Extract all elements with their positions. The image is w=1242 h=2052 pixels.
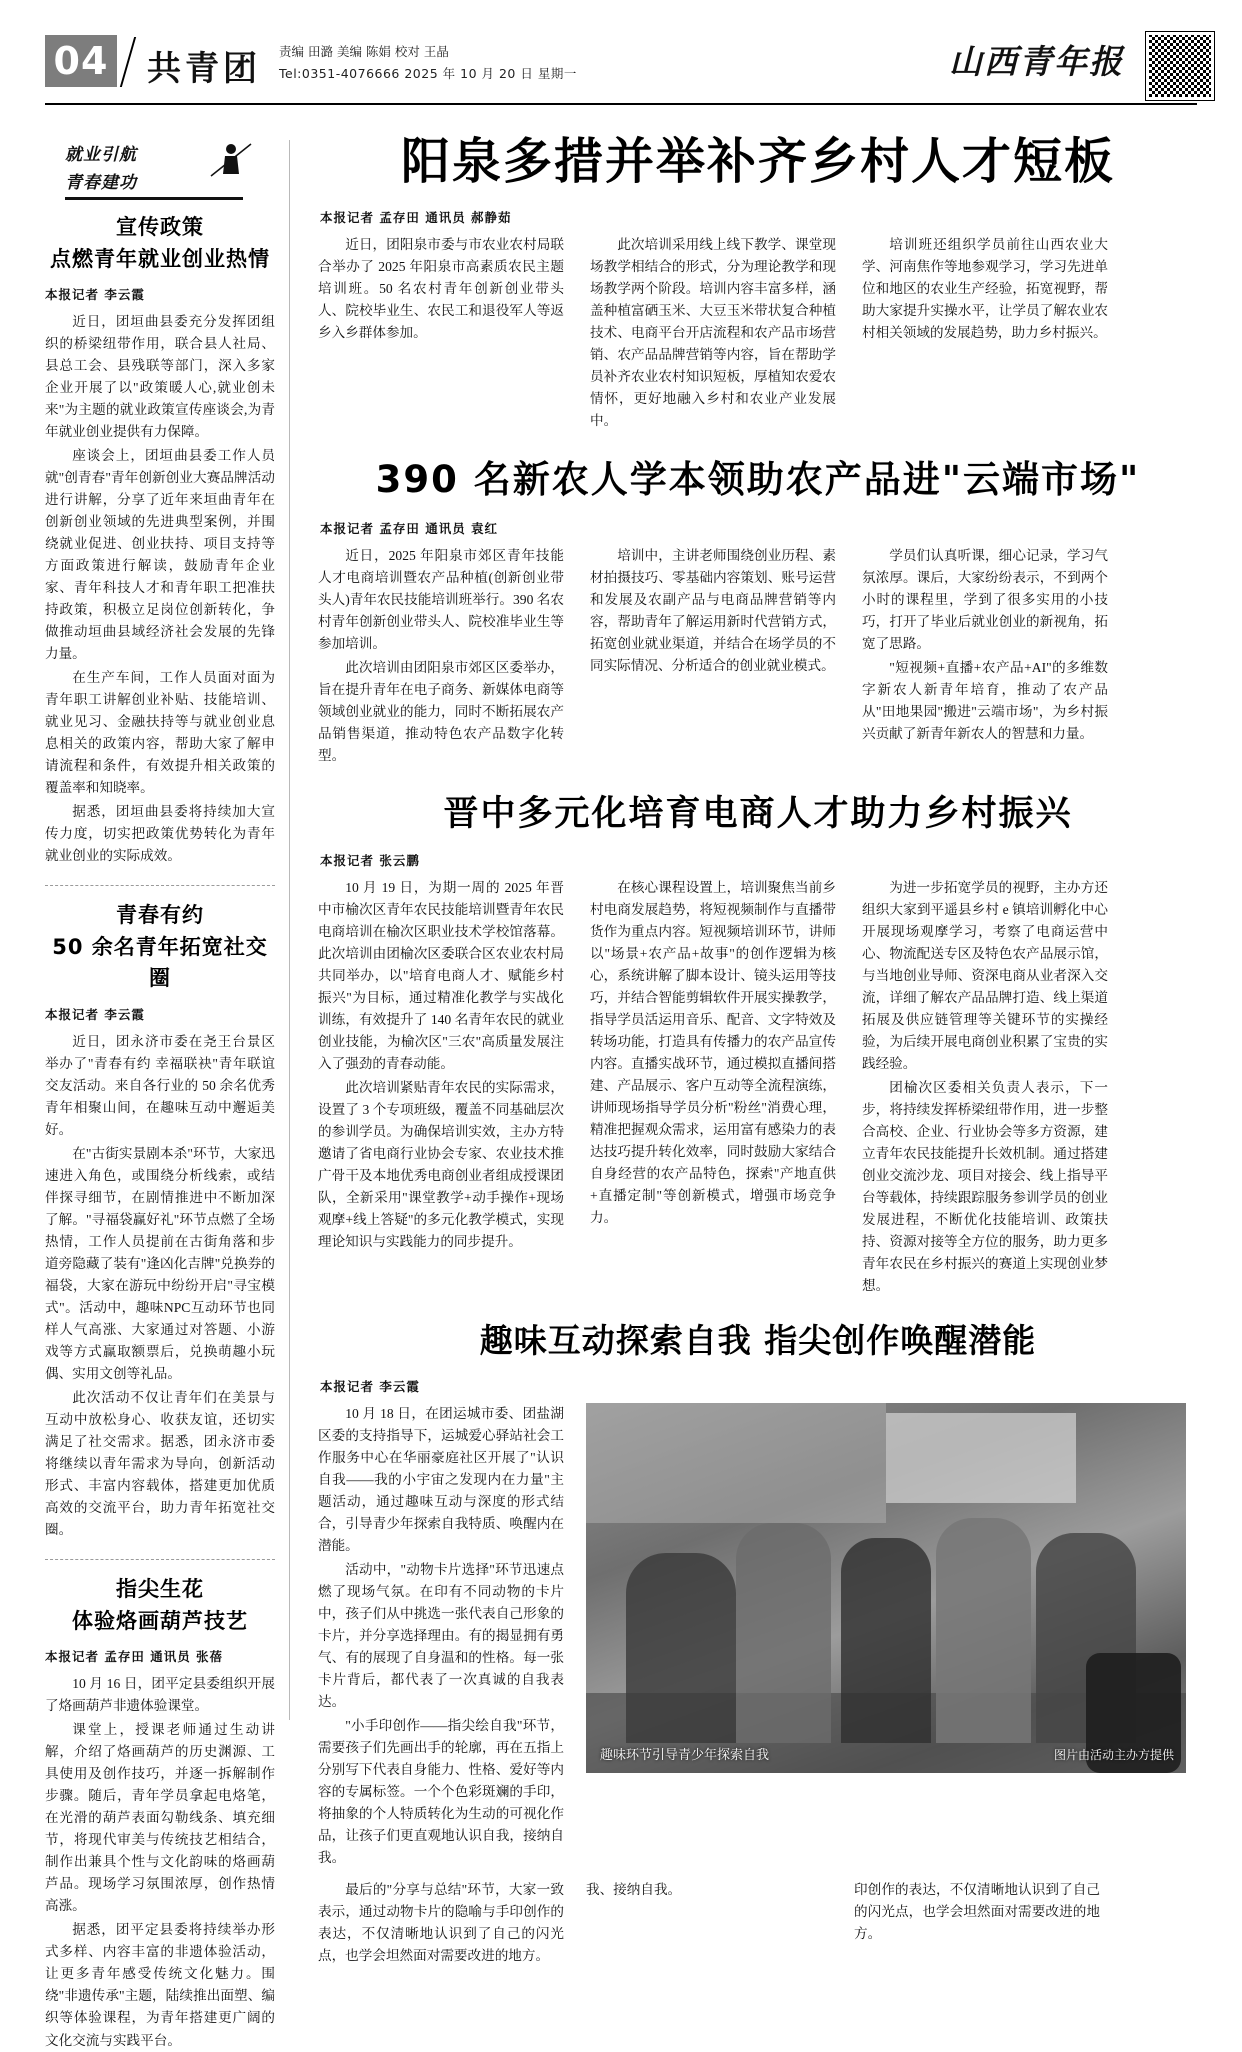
paragraph: 此次培训采用线上线下教学、课堂现场教学相结合的形式，分为理论教学和现场教学两个阶段。培训内容丰富多样，涵盖种植富硒玉米、大豆玉米带状复合种植技术、电商平台开店流程和农产品市场营销、农产品品牌营销等内容，旨在帮助学员补齐农业农村知识短板，厚植知农爱农情怀，更好地融入乡村和农业产业发展中。: [590, 237, 836, 429]
photo-person: [936, 1518, 1031, 1743]
paragraph: 此次培训紧贴青年农民的实际需求，设置了 3 个专项班级，覆盖不同基础层次的参训学员。为确保培训实效，主办方特邀请了省电商行业协会专家、农业技术推广骨干及本地优秀电商创业者组成授课团队，全新采用"课堂教学+动手操作+现场观摩+线上答疑"的多元化教学模式，实现理论知识与实践能力的同步提升。: [318, 1080, 564, 1250]
article-headline: 晋中多元化培育电商人才助力乡村振兴: [443, 794, 1073, 835]
left-column: [45, 140, 290, 2048]
divider: [45, 885, 275, 886]
paragraph: 团榆次区委相关负责人表示，下一步，将持续发挥桥梁纽带作用，进一步整合高校、企业、行业协会等多方资源，建立青年农民技能提升长效机制。通过搭建创业交流沙龙、项目对接会、线上指导平台等载体，持续跟踪服务参训学员的创业发展进程，不断优化技能培训、政策扶持、资源对接等全方位的服务，助力更多青年农民在乡村振兴的赛道上实现创业梦想。: [862, 1080, 1108, 1294]
article-byline: 本报记者 孟存田 通讯员 张蓓: [45, 1649, 224, 1665]
column-logo-line2: 青春建功: [65, 173, 137, 193]
photo-person: [626, 1553, 736, 1743]
paragraph: 学员们认真听课，细心记录，学习气氛浓厚。课后，大家纷纷表示，不到两个小时的课程里，学到了很多实用的小技巧，打开了毕业后就业创业的新视角，拓宽了思路。: [862, 547, 1108, 651]
column-logo-line1: 就业引航: [65, 145, 137, 165]
paragraph: 培训中，主讲老师围绕创业历程、素材拍摄技巧、零基础内容策划、账号运营和发展及农副产品与电商品牌营销等内容，帮助青年了解运用新时代营销方式，拓宽创业就业渠道，并结合在场学员的不同实际情况、分析适合的创业就业模式。: [590, 547, 836, 673]
article-byline: 本报记者 张云鹏: [320, 853, 420, 869]
paragraph: 在生产车间，工作人员面对面为青年职工讲解创业补贴、技能培训、就业见习、金融扶持等与就业创业息息相关的政策内容，帮助大家了解申请流程和条件，有效提升相关政策的覆盖率和知晓率。: [45, 670, 275, 796]
article-body: [45, 1673, 275, 2051]
article-body-col3: [854, 1879, 1100, 1969]
photo-person: [736, 1523, 831, 1743]
paper-name: 山西青年报: [949, 45, 1124, 81]
article-title-line2: 点燃青年就业创业热情: [50, 246, 270, 271]
credits-editors: 责编 田潞 美编 陈娟 校对 王晶: [279, 44, 449, 59]
article-body-col3: [862, 545, 1108, 769]
section-title: 共青团: [147, 49, 261, 89]
article-byline: 本报记者 孟存田 通讯员 袁红: [320, 520, 499, 536]
photo-credit: 图片由活动主办方提供: [1053, 1747, 1174, 1762]
paragraph: 10 月 19 日，为期一周的 2025 年晋中市榆次区青年农民技能培训暨青年农民电商培训在榆次区职业技术学校馆落幕。此次培训由团榆次区委联合区农业农村局共同举办，以"培育电商人才、赋能乡村振兴"为目标，通过精准化教学与实战化训练，有效提升了 140 名青年农民的就业创业技能，为榆次区"三农"高质量发展注入了强劲的青春动能。: [318, 880, 564, 1072]
article-body: [45, 1031, 275, 1541]
article-headline: 390 名新农人学本领助农产品进"云端市场": [375, 458, 1141, 502]
article-body-col3: [862, 234, 1108, 434]
paragraph: "短视频+直播+农产品+AI"的多维数字新农人新青年培育，推动了农产品从"田地果园"搬进"云端市场"，为乡村振兴贡献了新青年新农人的智慧和力量。: [862, 659, 1108, 741]
column-logo: [65, 140, 255, 198]
credits-contact-date: Tel:0351-4076666 2025 年 10 月 20 日 星期一: [279, 65, 577, 81]
paragraph: 座谈会上，团垣曲县委工作人员就"创青春"青年创新创业大赛品牌活动进行讲解，分享了近年来垣曲青年在创新创业领域的先进典型案例，并围绕就业促进、创业扶持、项目支持等方面政策进行解读，鼓励青年企业家、青年科技人才和青年职工把准扶持政策，积极立足岗位创新转化，争做推动垣曲县域经济社会发展的先锋力量。: [45, 448, 275, 662]
qr-code-icon[interactable]: [1146, 32, 1214, 100]
photo-screen: [886, 1413, 1076, 1503]
paragraph: 近日，团垣曲县委充分发挥团组织的桥梁纽带作用，联合县人社局、县总工会、县残联等部门，深入多家企业开展了以"政策暖人心,就业创未来"为主题的就业政策宣传座谈会,为青年就业创业提供有力保障。: [45, 314, 275, 440]
paragraph: 据悉，团平定县委将持续举办形式多样、内容丰富的非遗体验活动，让更多青年感受传统文化魅力。围绕"非遗传承"主题，陆续推出面塑、编织等体验课程，为青年搭建更广阔的文化交流与实践平台。: [45, 1922, 275, 2048]
paper-brand: [949, 36, 1124, 83]
main-column: [318, 132, 1198, 1975]
article-byline: 本报记者 李云霞: [45, 287, 145, 302]
article-headline: 趣味互动探索自我 指尖创作唤醒潜能: [479, 1321, 1037, 1361]
slash-divider: [117, 35, 143, 87]
photo-caption: 趣味环节引导青少年探索自我: [600, 1747, 770, 1763]
left-article-3: [45, 1574, 275, 2051]
paragraph: 此次培训由团阳泉市郊区区委举办，旨在提升青年在电子商务、新媒体电商等领域创业就业的能力，同时不断拓展农产品销售渠道，推动特色农产品数字化转型。: [318, 659, 564, 764]
paragraph: 10 月 16 日，团平定县委组织开展了烙画葫芦非遗体验课堂。: [45, 1676, 275, 1714]
main-article-1: [318, 134, 1198, 434]
photo-wall: [586, 1403, 886, 1523]
fisherman-icon: [209, 140, 253, 180]
article-body-col3: [862, 877, 1108, 1299]
article-body-col1-cont: [318, 1879, 564, 1969]
article-headline: 阳泉多措并举补齐乡村人才短板: [400, 133, 1115, 190]
masthead-credits: [279, 41, 577, 85]
divider: [45, 1559, 275, 1560]
paragraph: 在核心课程设置上，培训聚焦当前乡村电商发展趋势，将短视频制作与直播带货作为重点内容。短视频培训环节，讲师以"场景+农产品+故事"的创作逻辑为核心，系统讲解了脚本设计、镜头运用等技巧，并结合智能剪辑软件开展实操教学，指导学员活运用音乐、配音、文字特效及转场功能，打造具有传播力的农产品宣传内容。直播实战环节，通过模拟直播间搭建、产品展示、客户互动等全流程演练，讲师现场指导学员分析"粉丝"消费心理，精准把握观众需求，运用富有感染力的表达技巧提升转化效率，同时鼓励大家结合自身经营的农产品特色，探索"产地直供+直播定制"等创新模式，增强市场竞争力。: [590, 880, 836, 1226]
article-byline: 本报记者 李云霞: [45, 1006, 145, 1022]
article-title-line2: 体验烙画葫芦技艺: [72, 1608, 248, 1633]
paragraph: 在"古街实景剧本杀"环节，大家迅速进入角色，或围绕分析线索，或结伴探寻细节，在剧情推进中不断加深了解。"寻福袋赢好礼"环节点燃了全场热情，工作人员提前在古街角落和步道旁隐藏了装有"逢凶化吉牌"兑换券的福袋，大家在游玩中纷纷开启"寻宝模式"。活动中，趣味NPC互动环节也同样人气高涨、大家通过对答题、小游戏等方式赢取额票后，兑换萌趣小玩偶、实用文创等礼品。: [45, 1145, 275, 1382]
main-article-4: [318, 1321, 1198, 1969]
page-number: 04: [45, 35, 117, 87]
paragraph: 近日，2025 年阳泉市郊区青年技能人才电商培训暨农产品种植(创新创业带头人)青年农民技能培训班举行。390 名农村青年创新创业带头人、院校准毕业生等参加培训。: [318, 547, 564, 651]
article-body-col1: [318, 877, 564, 1299]
article-body-col2: [590, 877, 836, 1299]
article-body: [45, 311, 275, 867]
photo-person: [841, 1538, 931, 1743]
article-title-line1: 青春有约: [116, 903, 204, 928]
article-byline: 本报记者 孟存田 通讯员 郝静茹: [320, 210, 512, 226]
article-body-col1: [318, 1403, 564, 1871]
article-title: [45, 212, 275, 275]
paragraph: 10 月 18 日，在团运城市委、团盐湖区委的支持指导下，运城爱心驿站社会工作服务中心在华丽豪庭社区开展了"认识自我——我的小宇宙之发现内在力量"主题活动，通过趣味互动与深度的形式结合，引导青少年探索自我特质、唤醒内在潜能。: [318, 1405, 564, 1554]
paragraph: 培训班还组织学员前往山西农业大学、河南焦作等地参观学习，学习先进单位和地区的农业生产经验，拓宽视野，帮助大家提升实操水平，让学员了解农业农村相关领域的发展趋势，助力乡村振兴。: [862, 237, 1108, 341]
article-body-col1: [318, 545, 564, 769]
paragraph: 近日，团永济市委在尧王台景区举办了"青春有约 幸福联袂"青年联谊交友活动。来自各行业的 50 余名优秀青年相聚山间，在趣味互动中邂逅美好。: [45, 1033, 275, 1137]
article-title-line2: 50 余名青年拓宽社交圈: [52, 934, 268, 991]
paragraph: 活动中，"动物卡片选择"环节迅速点燃了现场气氛。在印有不同动物的卡片中，孩子们从中挑选一张代表自己形象的卡片，并分享选择理由。有的揭显拥有勇气、有的展现了自身温和的性格。每一张卡片背后，都代表了一次真诚的自我表达。: [318, 1562, 564, 1710]
paragraph: "小手印创作——指尖绘自我"环节，需要孩子们先画出手的轮廓，再在五指上分别写下代表自身能力、性格、爱好等内容的专属标签。一个个色彩斑斓的手印，将抽象的个人特质转化为生动的可视化作品，让孩子们更直观地认识自我，接纳自我。: [318, 1718, 564, 1866]
article-title: [45, 1574, 275, 1637]
paragraph: 课堂上，授课老师通过生动讲解，介绍了烙画葫芦的历史渊源、工具使用及创作技巧，并逐一拆解制作步骤。随后，青年学员拿起电烙笔，在光滑的葫芦表面勾勒线条、填充细节，将现代审美与传统技艺相结合，制作出兼具个性与文化韵味的烙画葫芦品。现场学习氛围浓厚，创作热情高涨。: [45, 1722, 275, 1914]
article-title: [45, 900, 275, 995]
article-title-line1: 指尖生花: [116, 1577, 204, 1602]
paragraph: 近日，团阳泉市委与市农业农村局联合举办了 2025 年阳泉市高素质农民主题培训班。50 名农村青年创新创业带头人、院校毕业生、农民工和退役军人等返乡入乡群体参加。: [318, 237, 564, 341]
article-title-line1: 宣传政策: [116, 215, 204, 239]
event-photo: [586, 1403, 1186, 1773]
paragraph-fragment: 印创作的表达，不仅清晰地认识到了自己的闪光点，也学会坦然面对需要改进的地方。: [854, 1882, 1100, 1942]
left-article-1: [45, 212, 275, 867]
article-body-col2: [586, 1879, 832, 1969]
main-article-3: [318, 793, 1198, 1299]
article-body-col1: [318, 234, 564, 434]
article-photo-block: [586, 1403, 1186, 1871]
paragraph: 据悉，团垣曲县委将持续加大宣传力度，切实把政策优势转化为青年就业创业的实际成效。: [45, 804, 275, 864]
left-article-2: [45, 900, 275, 1541]
article-byline: 本报记者 李云霞: [320, 1378, 420, 1394]
column-logo-underline: [65, 197, 243, 200]
article-body-col2: [590, 234, 836, 434]
paragraph: 此次活动不仅让青年们在美景与互动中放松身心、收获友谊，还切实满足了社交需求。据悉，团永济市委将继续以青年需求为导向，创新活动形式、丰富内容载体，搭建更加优质高效的交流平台，助力青年拓宽社交圈。: [45, 1390, 275, 1538]
paragraph: 为进一步拓宽学员的视野，主办方还组织大家到平遥县乡村 e 镇培训孵化中心开展现场观摩学习，考察了电商运营中心、物流配送专区及特色农产品展示馆，与当地创业导师、资深电商从业者深入交流，详细了解农产品品牌打造、线上渠道拓展及供应链管理等关键环节的实操经验，为后续开展电商创业积累了宝贵的实践经验。: [862, 880, 1108, 1072]
paragraph-fragment: 我、接纳自我。: [586, 1882, 682, 1898]
article-body-col2: [590, 545, 836, 769]
main-article-2: [318, 458, 1198, 769]
paragraph: 最后的"分享与总结"环节，大家一致表示，通过动物卡片的隐喻与手印创作的表达，不仅清晰地认识到了自己的闪光点，也学会坦然面对需要改进的地方。: [318, 1882, 564, 1964]
